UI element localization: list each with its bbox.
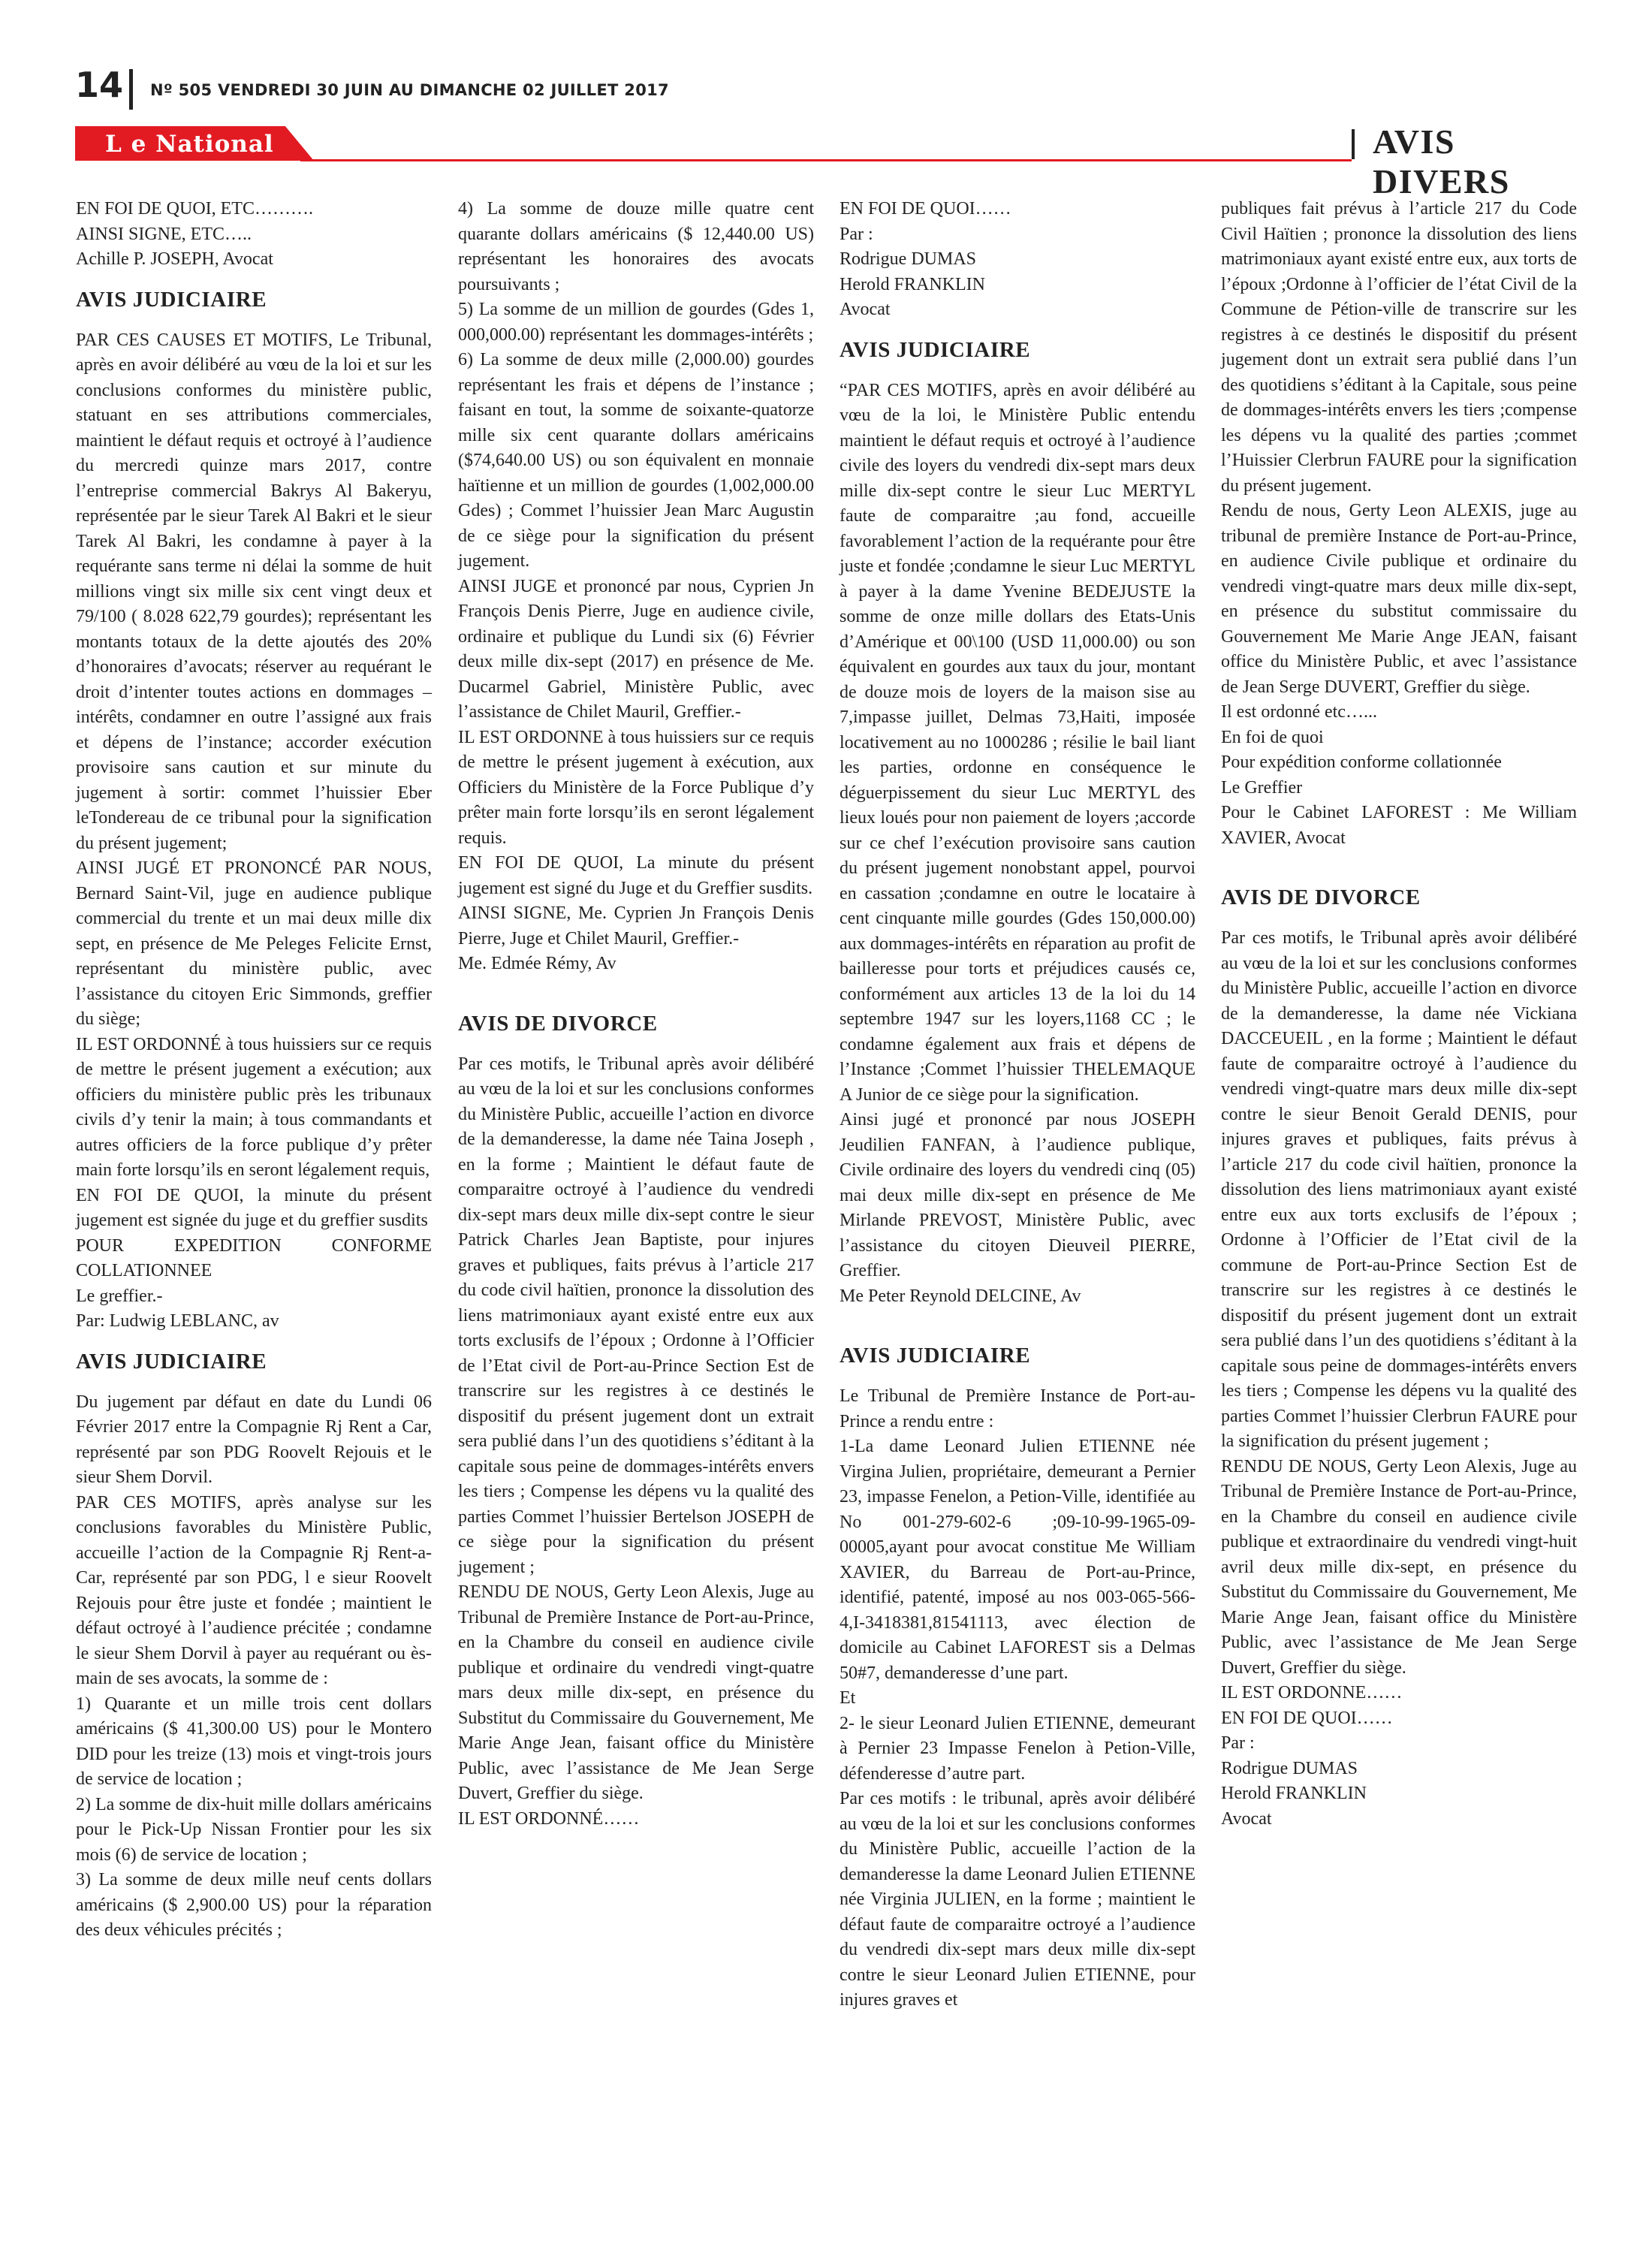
- notice-paragraph: Et: [840, 1688, 856, 1708]
- page-header: [75, 65, 1577, 114]
- notice-paragraph: Par ces motifs, le Tribunal après avoir délibéré au vœu de la loi et sur les conclusions conformes du Ministère Public, accueille l’action en divorce de la demanderesse, la dame née Taina Joseph , en la forme ; Maintient le défaut faute de comparaitre octroyé à l’audience du vendredi dix-sept mars deux mille dix-sept contre le sieur Patrick Charles Jean Baptiste, pour injures graves et publiques, faits prévus à l’article 217 du code civil haïtien, prononce la dissolution des liens matrimoniaux ayant existé entre eux aux torts exclusifs de l’époux ; Ordonne à l’Officier de l’Etat civil de Port-au-Prince Section Est de transcrire sur les registres à ce destinés le dispositif du présent jugement dont un extrait sera publié dans l’un des quotidiens s’éditant à la capitale sous peine de dommages-intérêts envers les tiers ; Compense les dépens vu la qualité des parties Commet l’huissier Bertelson JOSEPH de ce siège pour la signification du présent jugement ;: [458, 1054, 814, 1577]
- notice-paragraph: publiques fait prévus à l’article 217 du Code Civil Haïtien ; prononce la dissolution des liens matrimoniaux ayant existé entre eux, aux torts de l’époux ;Ordonne à l’officier de l’état Civil de la Commune de Pétion-ville de transcrire sur les registres à ce destinés le dispositif du présent jugement dont un extrait sera publié dans l’un des quotidiens s’éditant à la Capitale, sous peine de dommages-intérêts envers les tiers ;compense les dépens vu la qualité des parties ;commet l’Huissier Clerbrun FAURE pour la signification du présent jugement.: [1221, 199, 1577, 496]
- notice-paragraph: 6) La somme de deux mille (2,000.00) gourdes représentant les frais et dépens de l’instance ; faisant en tout, la somme de soixante-quatorze mille six cent quarante dollars américains ($74,640.00 US) ou son équivalent en monnaie haïtienne et un million de gourdes (1,002,000.00 Gdes) ; Commet l’huissier Jean Marc Augustin de ce siège pour la signification du présent jugement.: [458, 350, 814, 571]
- notice-paragraph: En foi de quoi: [1221, 727, 1324, 747]
- notice-paragraph: EN FOI DE QUOI……: [1221, 1708, 1393, 1728]
- notice-paragraph: 3) La somme de deux mille neuf cents dollars américains ($ 2,900.00 US) pour la réparation des deux véhicules précités ;: [76, 1870, 432, 1940]
- notice-paragraph: RENDU DE NOUS, Gerty Leon Alexis, Juge au Tribunal de Première Instance de Port-au-Prince, en la Chambre du conseil en audience civile publique et ordinaire du vendredi vingt-quatre mars deux mille dix-sept, en présence du Substitut du Commissaire du Gouvernement, Me Marie Ange Jean, faisant office du Ministère Public, avec l’assistance de Me Jean Serge Duvert, Greffier du siège.: [458, 1582, 814, 1803]
- notice-heading: AVIS JUDICIAIRE: [840, 1344, 1031, 1368]
- page-number-divider: [129, 69, 133, 110]
- notice-paragraph: Rendu de nous, Gerty Leon ALEXIS, juge au tribunal de première Instance de Port-au-Prince, en audience Civile publique et ordinaire du vendredi vingt-quatre mars deux mille dix-sept, en présence du substitut commissaire du Gouvernement Me Marie Ange JEAN, faisant office du Ministère Public, et avec l’assistance de Jean Serge DUVERT, Greffier du siège.: [1221, 501, 1577, 697]
- notice-paragraph: Rodrigue DUMAS: [840, 249, 977, 269]
- notice-paragraph: 1) Quarante et un mille trois cent dollars américains ($ 41,300.00 US) pour le Montero DID pour les treize (13) mois et vingt-trois jours de service de location ;: [76, 1694, 432, 1789]
- notice-paragraph: Avocat: [840, 300, 891, 319]
- notice-paragraph: RENDU DE NOUS, Gerty Leon Alexis, Juge au Tribunal de Première Instance de Port-au-Prince, en la Chambre du conseil en audience civile publique et extraordinaire du vendredi vingt-huit avril deux mille dix-sept, en présence du Substitut du Commissaire du Gouvernement, Me Marie Ange Jean, faisant office du Ministère Public, avec l’assistance de Me Jean Serge Duvert, Greffier du siège.: [1221, 1456, 1577, 1678]
- notice-paragraph: Pour expédition conforme collationnée: [1221, 753, 1502, 772]
- notice-paragraph: Me. Edmée Rémy, Av: [458, 954, 616, 973]
- notice-paragraph: 2- le sieur Leonard Julien ETIENNE, demeurant à Pernier 23 Impasse Fenelon à Petion-Ville, défenderesse d’autre part.: [840, 1713, 1195, 1784]
- notice-paragraph: Rodrigue DUMAS: [1221, 1758, 1358, 1778]
- notice-paragraph: Le Tribunal de Première Instance de Port-au-Prince a rendu entre :: [840, 1386, 1195, 1431]
- notice-paragraph: AINSI SIGNE, ETC…..: [76, 224, 252, 244]
- notice-paragraph: Par ces motifs : le tribunal, après avoir délibéré au vœu de la loi et sur les conclusions conformes du Ministère Public, accueille l’action de la demanderesse la dame Leonard Julien ETIENNE née Virginia JULIEN, en la forme ; maintient le défaut faute de comparaitre octroyé a l’audience du vendredi dix-sept mars deux mille dix-sept contre le sieur Leonard Julien ETIENNE, pour injures graves et: [840, 1789, 1195, 2010]
- notice-heading: AVIS DE DIVORCE: [1221, 885, 1421, 909]
- notice-paragraph: Le Greffier: [1221, 777, 1303, 798]
- notice-paragraph: Il est ordonné etc…...: [1221, 702, 1377, 722]
- text-column-3: [840, 197, 1195, 2013]
- notice-paragraph: Par: Ludwig LEBLANC, av: [76, 1311, 279, 1331]
- notice-paragraph: 4) La somme de douze mille quatre cent quarante dollars américains ($ 12,440.00 US) représentant les honoraires des avocats poursuivants ;: [458, 199, 814, 294]
- notice-paragraph: PAR CES CAUSES ET MOTIFS, Le Tribunal, après en avoir délibéré au vœu de la loi et sur les conclusions conformes du ministère public, statuant en ses attributions commerciales, maintient le défaut requis et octroyé à l’audience du mercredi quinze mars 2017, contre l’entreprise commercial Bakrys Al Bakeryu, représentée par le sieur Tarek Al Bakri et le sieur Tarek Al Bakri, les condamne à payer à la requérante sans terme ni délai la somme de huit millions vingt six mille six cent vingt deux et 79/100 ( 8.028 622,79 gourdes); représentant les montants totaux de la dette ajoutés des 20% d’honoraires d’avocats; réserver au requérant le droit d’intenter toutes actions en dommages –intérêts, condamner en outre l’assigné aux frais et dépens de l’instance; accorder exécution provisoire sans caution et sur minute du jugement à sortir: commet l’huissier Eber leTondereau de ce tribunal pour la signification du présent jugement;: [76, 330, 432, 853]
- notice-paragraph: Par :: [1221, 1733, 1255, 1753]
- notice-paragraph: IL EST ORDONNE……: [1221, 1683, 1403, 1703]
- notice-paragraph: “PAR CES MOTIFS, après en avoir délibéré au vœu de la loi, le Ministère Public entendu maintient le défaut requis et octroyé à l’audience civile des loyers du vendredi dix-sept mars deux mille dix-sept contre le sieur Luc MERTYL faute de comparaitre ;au fond, accueille favorablement l’action de la requérante pour être juste et fondée ;condamne le sieur Luc MERTYL à payer à la dame Yvenine BEDEJUSTE la somme de onze mille dollars des Etats-Unis d’Amérique et 00\100 (USD 11,000.00) ou son équivalent en gourdes aux taux du jour, montant de douze mois de loyers de la maison sise au 7,impasse juillet, Delmas 73,Haiti, imposée locativement au no 1000286 ; résilie le bail liant les parties, ordonne en conséquence le déguerpissement du sieur Luc MERTYL des lieux loués pour non paiement de loyers ;accorde sur ce chef l’exécution provisoire sans caution du présent jugement nonobstant appel, pourvoi en cassation ;condamne en outre le locataire à cent cinquante mille gourdes (Gdes 150,000.00) aux dommages-intérêts en réparation au profit de bailleresse pour torts et préjudices causés ce, conformément aux articles 13 de la loi du 14 septembre 1947 sur les loyers,1168 CC ; le condamne également aux frais et dépens de l’Instance ;Commet l’huissier THELEMAQUE A Junior de ce siège pour la signification.: [840, 380, 1195, 1105]
- issue-dateline: Nº 505 VENDREDI 30 JUIN AU DIMANCHE 02 JUILLET 2017: [150, 81, 669, 99]
- notice-paragraph: Pour le Cabinet LAFOREST : Me William XAVIER, Avocat: [1221, 803, 1577, 848]
- notice-paragraph: Par ces motifs, le Tribunal après avoir délibéré au vœu de la loi et sur les conclusions conformes du Ministère Public, accueille l’action en divorce de la demanderesse, la dame née Vickiana DACCEUEIL , en la forme ; Maintient le défaut faute de comparaitre octroyé à l’audience du vendredi vingt-quatre mars deux mille dix-sept contre le sieur Benoit Gerald DENIS, pour injures graves et publiques, faits prévus à l’article 217 du code civil haïtien, prononce la dissolution des liens matrimoniaux ayant existé entre eux aux torts exclusifs de l’époux ; Ordonne à l’Officier de l’Etat civil de la commune de Port-au-Prince Section Est de transcrire sur les registres à ce destinés le dispositif du présent jugement dont un extrait sera publié dans l’un des quotidiens s’éditant à la capitale sous peine de dommages-intérêts envers les tiers ; Compense les dépens vu la qualité des parties Commet l’huissier Clerbrun FAURE pour la signification du présent jugement ;: [1221, 928, 1577, 1451]
- notice-paragraph: IL EST ORDONNE à tous huissiers sur ce requis de mettre le présent jugement à exécution, aux Officiers du Ministère de la Force Publique d’y prêter main forte lorsqu’ils en seront légalement requis.: [458, 727, 814, 848]
- notice-paragraph: Le greffier.-: [76, 1286, 163, 1306]
- notice-heading: AVIS DE DIVORCE: [458, 1011, 658, 1036]
- section-divider: [1352, 129, 1355, 159]
- notice-paragraph: AINSI JUGÉ ET PRONONCÉ PAR NOUS, Bernard Saint-Vil, juge en audience publique commercial du trente et un mai deux mille dix sept, en présence de Me Peleges Felicite Ernst, représentant du ministère public, avec l’assistance du citoyen Eric Simmonds, greffier du siège;: [76, 858, 432, 1029]
- text-column-2: [458, 197, 814, 1832]
- notice-paragraph: Par :: [840, 224, 873, 244]
- notice-paragraph: 1-La dame Leonard Julien ETIENNE née Virgina Julien, propriétaire, demeurant a Pernier 23, impasse Fenelon, a Petion-Ville, identifiée au No 001-279-602-6 ;09-10-99-1965-09-00005,ayant pour avocat constitue Me William XAVIER, du Barreau de Port-au-Prince, identifié, patenté, imposé au nos 003-065-566-4,I-3418381,81541113, avec élection de domicile au Cabinet LAFOREST sis a Delmas 50#7, demanderesse d’une part.: [840, 1437, 1195, 1683]
- notice-heading: AVIS JUDICIAIRE: [76, 1349, 267, 1374]
- text-column-1: [76, 197, 432, 1944]
- notice-paragraph: Du jugement par défaut en date du Lundi 06 Février 2017 entre la Compagnie Rj Rent a Car, représenté par son PDG Roovelt Rejouis et le sieur Shem Dorvil.: [76, 1392, 432, 1487]
- newspaper-name: L e National: [105, 131, 274, 158]
- section-title: AVIS DIVERS: [1373, 122, 1510, 201]
- notice-paragraph: 2) La somme de dix-huit mille dollars américains pour le Pick-Up Nissan Frontier pour les six mois (6) de service de location ;: [76, 1794, 432, 1865]
- page-number: 14: [75, 65, 124, 105]
- notice-paragraph: IL EST ORDONNÉ……: [458, 1808, 640, 1829]
- text-column-4: [1221, 197, 1577, 1832]
- notice-heading: AVIS JUDICIAIRE: [840, 337, 1031, 362]
- notice-heading: AVIS JUDICIAIRE: [76, 287, 267, 312]
- notice-paragraph: Avocat: [1221, 1808, 1272, 1829]
- masthead-bar: [75, 122, 1577, 201]
- notice-paragraph: EN FOI DE QUOI, ETC……….: [76, 199, 313, 219]
- notice-paragraph: PAR CES MOTIFS, après analyse sur les conclusions favorables du Ministère Public, accueille l’action de la Compagnie Rj Rent-a-Car, représenté par son PDG, l e sieur Roovelt Rejouis pour être juste et fondée ; maintient le défaut octroyé à l’audience précitée ; condamne le sieur Shem Dorvil à payer au requérant ou ès-main de ses avocats, la somme de :: [76, 1492, 432, 1688]
- notice-paragraph: Ainsi jugé et prononcé par nous JOSEPH Jeudilien FANFAN, à l’audience publique, Civile ordinaire des loyers du vendredi cinq (05) mai deux mille dix-sept en présence de Me Mirlande PREVOST, Ministère Public, avec l’assistance du citoyen Dieuveil PIERRE, Greffier.: [840, 1110, 1195, 1280]
- notice-paragraph: POUR EXPEDITION CONFORME COLLATIONNEE: [76, 1235, 432, 1280]
- notice-paragraph: Herold FRANKLIN: [1221, 1784, 1367, 1803]
- notice-paragraph: EN FOI DE QUOI, la minute du présent jugement est signée du juge et du greffier susdits: [76, 1185, 432, 1230]
- notice-paragraph: Me Peter Reynold DELCINE, Av: [840, 1286, 1081, 1306]
- notice-paragraph: AINSI SIGNE, Me. Cyprien Jn François Denis Pierre, Juge et Chilet Mauril, Greffier.-: [458, 903, 814, 949]
- notice-paragraph: 5) La somme de un million de gourdes (Gdes 1, 000,000.00) représentant les dommages-intérêts ;: [458, 300, 814, 345]
- notice-paragraph: EN FOI DE QUOI……: [840, 199, 1011, 219]
- notice-paragraph: AINSI JUGE et prononcé par nous, Cyprien Jn François Denis Pierre, Juge en audience civile, ordinaire et publique du Lundi six (6) Février deux mille dix-sept (2017) en présence de Me. Ducarmel Gabriel, Ministère Public, avec l’assistance de Chilet Mauril, Greffier.-: [458, 576, 814, 722]
- notice-paragraph: EN FOI DE QUOI, La minute du présent jugement est signé du Juge et du Greffier susdits.: [458, 853, 814, 898]
- masthead-rule: [300, 159, 1352, 161]
- notice-paragraph: IL EST ORDONNÉ à tous huissiers sur ce requis de mettre le présent jugement a exécution; aux officiers du ministère public près les tribunaux civils d’y tenir la main; à tous commandants et autres officiers de la force publique d’y prêter main forte lorsqu’ils en seront légalement requis,: [76, 1034, 432, 1180]
- notice-paragraph: Herold FRANKLIN: [840, 274, 985, 294]
- notice-paragraph: Achille P. JOSEPH, Avocat: [76, 249, 273, 269]
